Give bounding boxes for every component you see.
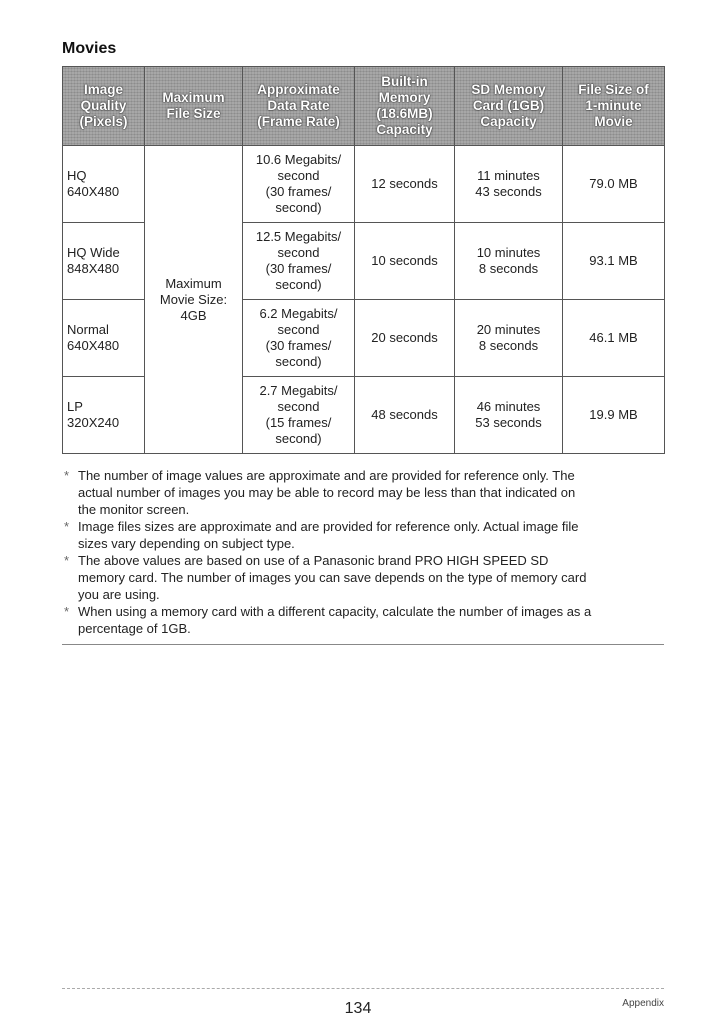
text-line: File Size of [578,82,649,97]
text-line: 640X480 [67,184,120,199]
cell-sd-capacity [455,377,563,454]
text-line: 79.0 MB [589,176,638,191]
header-sd-card-capacity [455,67,563,146]
text-line: 320X240 [67,415,120,430]
cell-sd-capacity [455,223,563,300]
text-line: second [277,322,320,337]
section-title: Movies [62,40,117,57]
header-maximum-file-size [145,67,243,146]
text-line: Maximum [162,90,225,105]
text-line: HQ Wide [67,245,120,260]
cell-file-size [563,377,665,454]
text-line: Memory [378,90,431,105]
text-line: Capacity [480,114,537,129]
text-line: 11 minutes [477,168,540,183]
page-number: 134 [344,1000,372,1017]
cell-quality [63,377,145,454]
text-line: Capacity [376,122,433,137]
text-line: LP [67,399,83,414]
text-line: Normal [67,322,109,337]
cell-sd-capacity [455,300,563,377]
text-line: 20 minutes [476,322,541,337]
footnotes [62,467,664,637]
text-line: Image files sizes are approximate and are provided for reference only. Actual image file [78,519,579,534]
text-line: 46.1 MB [589,330,638,345]
text-line: 8 seconds [478,338,539,353]
cell-data-rate [243,223,355,300]
header-file-size-1min [563,67,665,146]
text-line: SD Memory [471,82,546,97]
text-line: 2.7 Megabits/ [259,383,338,398]
cell-builtin-capacity [355,146,455,223]
text-line: Built-in [381,74,428,89]
footnote [62,467,664,518]
text-line: Maximum [165,275,222,291]
footnote [62,552,664,603]
text-line: (30 frames/ [265,338,332,353]
text-line: sizes vary depending on subject type. [78,536,295,551]
text-line: second [277,168,320,183]
text-line: second) [275,277,322,292]
text-line: Movie Size: [159,291,228,307]
footnote-text [78,518,664,552]
cell-builtin-capacity [355,300,455,377]
footer-divider [62,988,664,989]
text-line: Image [83,82,124,97]
cell-file-size [563,300,665,377]
text-line: memory card. The number of images you can save depends on the type of memory card [78,570,587,585]
note-marker: * [64,553,70,568]
cell-quality [63,146,145,223]
text-line: the monitor screen. [78,502,190,517]
note-marker: * [64,519,70,534]
text-line: 93.1 MB [589,253,638,268]
text-line: 6.2 Megabits/ [259,306,338,321]
footnote [62,603,664,637]
text-line: Card (1GB) [472,98,545,113]
text-line: 46 minutes [476,399,541,414]
cell-quality [63,223,145,300]
footnote-text [78,552,664,603]
footnote-text [78,603,664,637]
text-line: 12 seconds [371,176,438,191]
text-line: 4GB [180,307,207,323]
note-marker: * [64,604,70,619]
cell-quality [63,300,145,377]
text-line: 640X480 [67,338,120,353]
text-line: 48 seconds [371,407,438,422]
cell-builtin-capacity [355,377,455,454]
section-divider [62,644,664,645]
text-line: 10 seconds [371,253,438,268]
footnote [62,518,664,552]
text-line: File Size [166,106,221,121]
text-line: 848X480 [67,261,120,276]
text-line: (18.6MB) [376,106,433,121]
text-line: 20 seconds [371,330,438,345]
text-line: 8 seconds [478,261,539,276]
header-builtin-memory-capacity [355,67,455,146]
text-line: actual number of images you may be able to record may be less than that indicated on [78,485,576,500]
text-line: (15 frames/ [265,415,332,430]
cell-builtin-capacity [355,223,455,300]
table-row [63,146,665,223]
text-line: 19.9 MB [589,407,638,422]
movie-spec-table [62,66,665,454]
text-line: you are using. [78,587,160,602]
cell-sd-capacity [455,146,563,223]
cell-file-size [563,146,665,223]
text-line: (Frame Rate) [257,114,340,129]
text-line: When using a memory card with a different capacity, calculate the number of images as a [78,604,592,619]
cell-data-rate [243,146,355,223]
text-line: (30 frames/ [265,261,332,276]
cell-maximum-file-size [145,146,243,454]
text-line: 1-minute [585,98,642,113]
text-line: second) [275,354,322,369]
header-image-quality [63,67,145,146]
cell-data-rate [243,377,355,454]
text-line: (Pixels) [79,114,128,129]
text-line: 10 minutes [476,245,541,260]
text-line: HQ [67,168,87,183]
text-line: second [277,399,320,414]
text-line: percentage of 1GB. [78,621,191,636]
text-line: 53 seconds [475,415,542,430]
footnote-text [78,467,664,518]
header-data-rate [243,67,355,146]
text-line: second [277,245,320,260]
cell-data-rate [243,300,355,377]
text-line: second) [275,200,322,215]
text-line: 10.6 Megabits/ [255,152,342,167]
text-line: 43 seconds [475,184,542,199]
text-line: Approximate [257,82,340,97]
text-line: Quality [80,98,127,113]
text-line: The above values are based on use of a Panasonic brand PRO HIGH SPEED SD [78,553,549,568]
note-marker: * [64,468,70,483]
section-label: Appendix [622,998,664,1009]
table-header-row [63,67,665,146]
text-line: The number of image values are approximate and are provided for reference only. The [78,468,575,483]
text-line: Data Rate [267,98,330,113]
cell-file-size [563,223,665,300]
text-line: second) [275,431,322,446]
text-line: (30 frames/ [265,184,332,199]
text-line: 12.5 Megabits/ [255,229,342,244]
text-line: Movie [594,114,633,129]
